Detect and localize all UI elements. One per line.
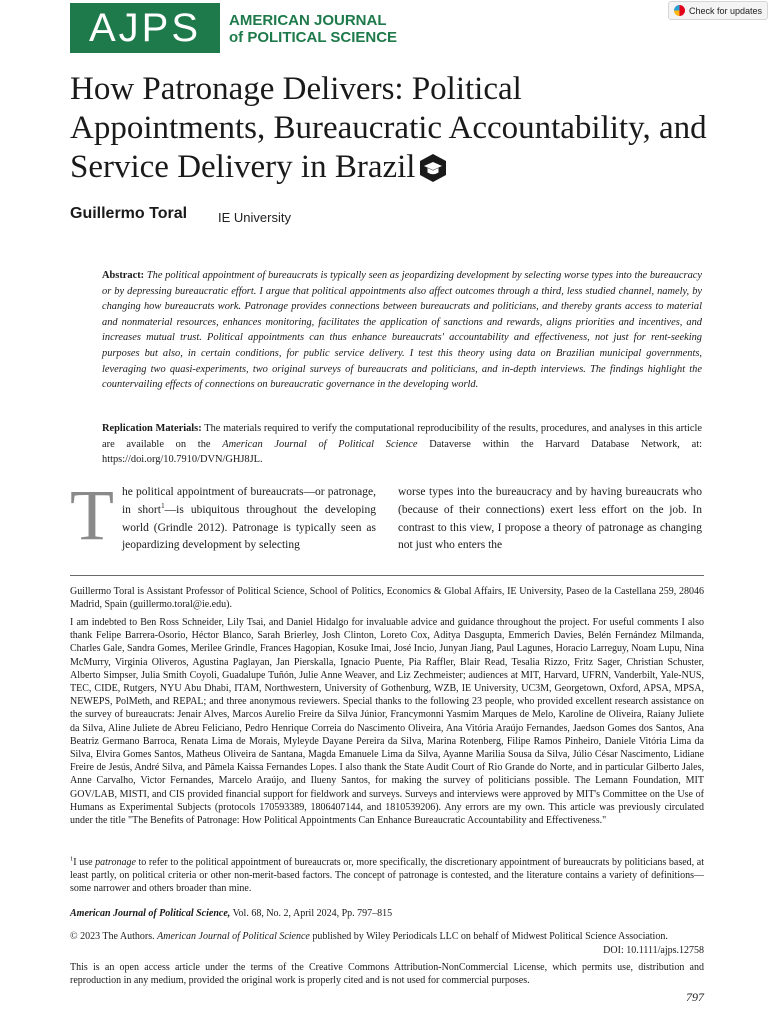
abstract-text: The political appointment of bureaucrats is typically seen as jeopardizing development by selecting worse types into the bureaucracy or by depressing bureaucratic effort. I argue that political appointments also affect outcomes through a third, less studied channel, namely, by changing how bureaucrats work. Patronage provides connections between bureaucrats and politicians, and thereby grants access to material and nonmaterial resources, enhances monitoring, facilitates the application of sanctions and rewards, aligns priorities and incentives, and increases mutual trust. Political appointments can thus enhance bureaucrats' accountability and effectiveness, not just for rent-seeking purposes but also, in certain conditions, for public service delivery. I test this theory using data on Brazilian municipal governments, leveraging two quasi-experiments, two original surveys of bureaucrats and politicians, and in-depth interviews. The findings highlight the countervailing effects of connections on bureaucratic governance in the developing world. [102, 270, 702, 391]
license-note: This is an open access article under the terms of the Creative Commons Attribution-NonCommercial License, which permits use, distribution and reproduction in any medium, provided the original work is properly cited and is not used for commercial purposes. [70, 962, 704, 987]
footnote-divider [70, 575, 704, 576]
citation-journal: American Journal of Political Science, [70, 908, 231, 919]
replication-text-before: The materials required to verify the computational reproducibility of the results, procedures, and analyses in this article are available on the [102, 423, 702, 450]
author-bio-note: Guillermo Toral is Assistant Professor of Political Science, School of Politics, Economics & Global Affairs, IE University, Paseo de la Castellana 259, 28046 Madrid, Spain (guillermo.toral@ie.edu). [70, 586, 704, 611]
citation-details: Vol. 68, No. 2, April 2024, Pp. 797–815 [232, 908, 393, 919]
body-column-right [398, 484, 702, 555]
article-title: How Patronage Delivers: Political Appointments, Bureaucratic Accountability, and Service Delivery in Brazil [70, 71, 707, 185]
drop-cap: T [70, 475, 114, 555]
replication-text-after[interactable]: Dataverse within the Harvard Database Network, at: https://doi.org/10.7910/DVN/GHJ8JL. [102, 438, 702, 466]
copyright-line [70, 930, 704, 943]
check-for-updates-button[interactable] [668, 1, 768, 20]
body-left-text-a: he political appointment of bureaucrats—or patronage, in short [121, 486, 376, 516]
copyright-pre: © 2023 The Authors. [70, 931, 155, 942]
acknowledgments-note: I am indebted to Ben Ross Schneider, Lily Tsai, and Daniel Hidalgo for invaluable advice and guidance throughout the project. For useful comments I also thank Felipe Barrera-Osorio, Héctor Blanco, Sarah Brierley, Josh Clinton, Loreto Cox, Aditya Dasgupta, Emmerich Davies, Belén Fernández Milmanda, Charles Gale, Sandra Gomes, Merilee Grindle, Frances Hagopian, Kosuke Imai, José Incio, Junyan Jiang, Paul Lagunes, Horacio Larreguy, Noam Lupu, Nina McMurry, Virginia Oliveros, Agustina Paglayan, Jan Pierskalla, Ignacio Puente, Pia Raffler, Blair Read, Tesalia Rizzo, Fritz Sager, Christian Schuster, Alberto Simpser, Julia Smith Coyoli, Guadalupe Tuñón, Julie Anne Weaver, and Liz Zechmeister; audiences at MIT, Harvard, UFRN, Vanderbilt, Yale-NUS, TEC, CIDE, Rutgers, NYU Abu Dhabi, ITAM, Northwestern, University of Gothenburg, WZB, IE University, UC3M, Georgetown, Oxford, APSA, MPSA, NEWEPS, PolMeth, and REPAL; and three anonymous reviewers. Special thanks to the following 23 people, who provided excellent research assistance on the survey of bureaucrats: Jenair Alves, Marcos Aurelio Freire da Silva Júnior, Francymonni Yasmim Marques de Melo, Karoline de Oliveira, Raiany Juliete da Silva, Aline Juliete de Abreu Feliciano, Pedro Henrique Correia do Nascimento Oliveira, Ana Vitória Araújo Fernandes, Jaedson Gomes dos Santos, Ana Beatriz Germano Barroca, Renata Lima de Morais, Myleyde Dayane Pereira da Silva, Marina Rotenberg, Filipe Ramos Pinheiro, Daniele Vitória Lima da Silva, Elvira Gomes Santos, Matheus Oliveira de Santana, Magda Emanuele Lima da Silva, Ayanne Marilia Sousa da Silva, Júlio César Nascimento, Lidiane Freire de Jesús, André Silva, and Pâmela Kaissa Fernandes Lopes. I also thank the State Audit Court of Rio Grande do Norte, and in particular Gilberto Jales, Anne Carvalho, Victor Fernandes, Marcelo Araújo, and Ilueny Santos, for making the survey of politicians possible. The Lemann Foundation, MIT GOV/LAB, MISTI, and CIS provided financial support for fieldwork and surveys. Surveys and interviews were approved by MIT's Committee on the Use of Humans as Experimental Subjects (protocols 170593389, 1806407144, and 1810539206). Any errors are my own. This article was previously circulated under the title "The Benefits of Patronage: How Political Appointments Can Enhance Bureaucratic Accountability and Effectiveness." [70, 617, 704, 827]
doi-line[interactable]: DOI: 10.1111/ajps.12758 [603, 945, 704, 956]
citation-line [70, 907, 704, 920]
abstract [102, 268, 702, 393]
footnote-1-post: to refer to the political appointment of bureaucrats or, more specifically, the discretionary appointment of bureaucrats by politicians based, at least partly, on political criteria or other non-merit-based factors. The concept of patronage is contested, and the literature contains a variety of definitions—some narrower and others broader than mine. [70, 857, 704, 895]
journal-name-line1: AMERICAN JOURNAL [229, 12, 387, 29]
page-number: 797 [686, 990, 704, 1004]
body-left-text-b: —is ubiquitous throughout the developing world (Grindle 2012). Patronage is typically seen as jeopardizing development by selecting [121, 503, 376, 552]
author-affiliation: IE University [218, 210, 291, 225]
journal-name-line2: of POLITICAL SCIENCE [229, 29, 398, 46]
footnote-1-marker: 1 [70, 855, 74, 863]
check-for-updates-label: Check for updates [689, 5, 763, 16]
copyright-journal: American Journal of Political Science [157, 931, 310, 942]
footnote-marker-1[interactable]: 1 [160, 500, 165, 510]
footnote-1-term: patronage [95, 857, 136, 868]
copyright-post: published by Wiley Periodicals LLC on behalf of Midwest Political Science Association. [312, 931, 668, 942]
footnote-1 [70, 856, 704, 896]
body-column-left [70, 475, 376, 555]
article-title-block [70, 70, 710, 187]
abstract-label: Abstract: [102, 270, 145, 281]
body-right-text: worse types into the bureaucracy and by having bureaucrats who (because of their connections) exert less effort on the job. In contrast to this view, I propose a theory of patronage as changing not just who enters the [398, 486, 702, 552]
replication-label: Replication Materials: [102, 423, 202, 434]
journal-name [229, 12, 449, 46]
crossmark-icon [674, 5, 685, 16]
open-access-icon[interactable] [419, 153, 447, 183]
author-name: Guillermo Toral [70, 205, 188, 222]
replication-materials [102, 421, 702, 468]
replication-journal: American Journal of Political Science [222, 438, 418, 450]
footnote-1-pre: I use [73, 857, 93, 868]
journal-logo: AJPS [70, 3, 220, 53]
